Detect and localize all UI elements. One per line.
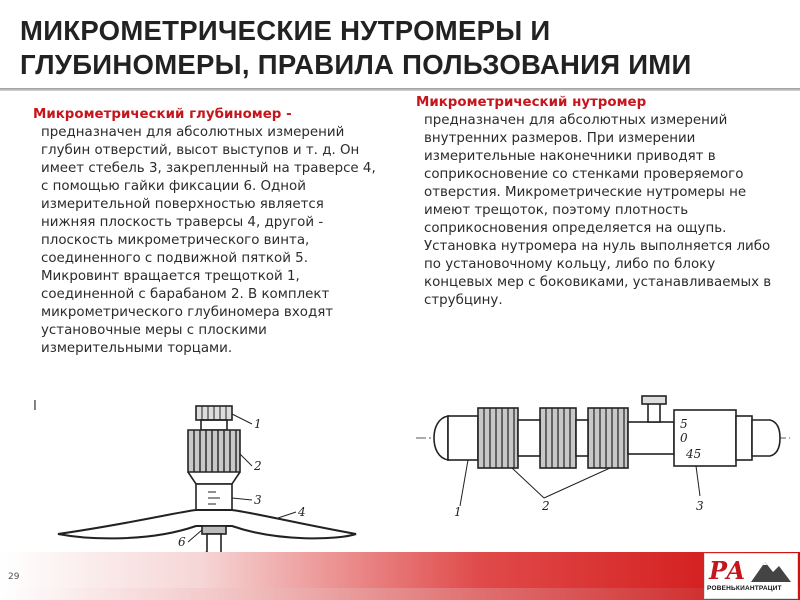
figure-label: 2 bbox=[254, 459, 262, 473]
figure-label: 6 bbox=[178, 535, 186, 549]
bore-gauge-drawing bbox=[414, 356, 794, 526]
figure-label: 1 bbox=[454, 505, 462, 519]
logo-mark: РА bbox=[709, 556, 745, 585]
scale-digit: 45 bbox=[686, 447, 702, 461]
depth-gauge-heading: Микрометрический глубиномер bbox=[33, 107, 282, 122]
footer-band bbox=[0, 552, 800, 600]
logo-name: РОВЕНЬКИАНТРАЦИТ bbox=[707, 585, 782, 592]
mountain-icon bbox=[749, 556, 793, 584]
figure-label: 1 bbox=[254, 417, 262, 431]
title-line-2: ГЛУБИНОМЕРЫ, ПРАВИЛА ПОЛЬЗОВАНИЯ ИМИ bbox=[20, 49, 692, 80]
bore-gauge-description bbox=[416, 94, 784, 310]
depth-gauge-drawing bbox=[38, 394, 374, 570]
figure-label: 3 bbox=[696, 499, 704, 513]
title-divider bbox=[0, 88, 800, 91]
company-logo bbox=[704, 553, 798, 599]
footer-stripe bbox=[0, 588, 800, 600]
figure-label: 2 bbox=[542, 499, 550, 513]
clipped-fragment: I bbox=[33, 399, 37, 414]
depth-gauge-description bbox=[33, 106, 381, 358]
page-number: 29 bbox=[8, 572, 20, 582]
slide-title bbox=[20, 14, 790, 82]
scale-digit: 0 bbox=[680, 431, 688, 445]
depth-gauge-text: предназначен для абсолютных измерений глубин отверстий, высот выступов и т. д. Он имеет стебель 3, закрепленный на траверсе 4, с помощью гайки фиксации 6. Одной измерительной поверхностью является нижняя плоскость траверсы 4, другой - плоскость микрометрического винта, соединенного с подвижной пяткой 5. Микровинт вращается трещоткой 1, соединенной с барабаном 2. В комплект микрометрического глубиномера входят установочные меры с плоскими измерительными торцами. bbox=[41, 125, 376, 356]
title-line-1: МИКРОМЕТРИЧЕСКИЕ НУТРОМЕРЫ И bbox=[20, 15, 551, 46]
scale-digit: 5 bbox=[680, 417, 688, 431]
bore-gauge-text: предназначен для абсолютных измерений внутренних размеров. При измерении измерительные наконечники приводят в соприкосновение со стенками проверяемого отверстия. Микрометрические нутромеры не имеют трещоток, поэтому плотность соприкосновения определяется на ощупь. Установка нутромера на нуль выполняется либо по установочному кольцу, либо по блоку концевых мер с боковиками, устанавливаемых в струбцину. bbox=[424, 113, 772, 308]
depth-gauge-figure bbox=[38, 394, 374, 570]
bore-gauge-heading: Микрометрический нутромер bbox=[416, 95, 647, 110]
depth-gauge-dash: - bbox=[281, 107, 292, 122]
bore-gauge-figure bbox=[414, 356, 794, 526]
figure-label: 4 bbox=[298, 505, 306, 519]
figure-label: 3 bbox=[254, 493, 262, 507]
